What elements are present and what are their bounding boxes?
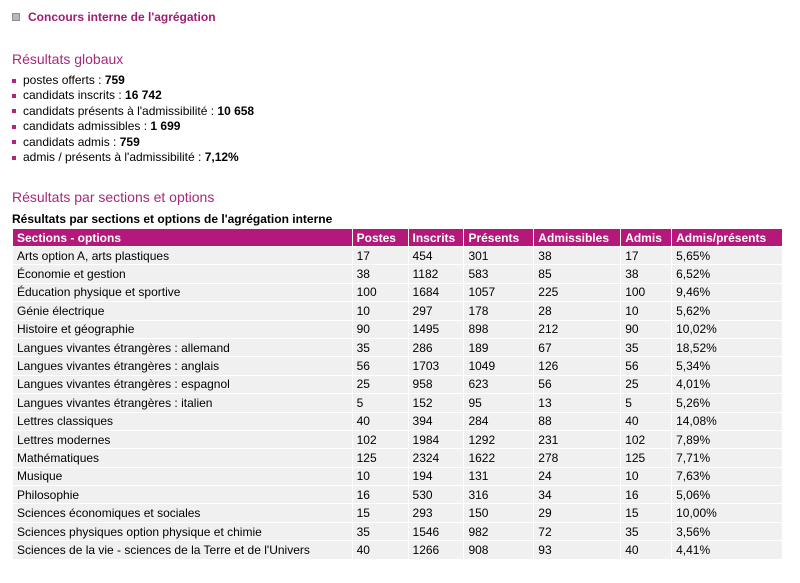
table-cell: 126 [534,357,621,375]
table-cell: 125 [352,449,408,467]
table-cell: 34 [534,486,621,504]
section-name-cell: Lettres classiques [13,412,353,430]
section-name-cell: Sciences économiques et sociales [13,504,353,522]
table-row [13,338,783,356]
global-stat-label: candidats admis : [23,134,120,149]
global-stat-value: 10 658 [217,103,255,118]
table-cell: 24 [534,467,621,485]
table-cell: 5 [621,394,672,412]
global-stat-value: 16 742 [125,88,162,103]
section-name-cell: Sciences de la vie - sciences de la Terre et de l'Univers [13,541,353,559]
table-cell: 15 [621,504,672,522]
page-heading [12,10,216,24]
table-cell: 5,06% [672,486,783,504]
table-cell: 1703 [408,357,464,375]
global-results-list [12,73,254,165]
table-cell: 623 [464,375,534,393]
table-row [13,265,783,283]
table-row [13,449,783,467]
table-cell: 10 [621,467,672,485]
table-cell: 5,62% [672,302,783,320]
table-cell: 25 [352,375,408,393]
table-cell: 1984 [408,430,464,448]
table-cell: 1266 [408,541,464,559]
table-cell: 16 [621,486,672,504]
table-cell: 293 [408,504,464,522]
table-cell: 297 [408,302,464,320]
table-cell: 102 [352,430,408,448]
square-bullet-icon [12,79,16,83]
table-cell: 17 [352,247,408,265]
section-name-cell: Économie et gestion [13,265,353,283]
table-cell: 16 [352,486,408,504]
table-cell: 5 [352,394,408,412]
page-title-link[interactable]: Concours interne de l'agrégation [28,10,216,24]
table-cell: 56 [352,357,408,375]
table-cell: 5,26% [672,394,783,412]
table-cell: 25 [621,375,672,393]
table-row [13,504,783,522]
column-header: Présents [464,229,534,247]
table-cell: 38 [621,265,672,283]
table-cell: 67 [534,338,621,356]
table-cell: 38 [352,265,408,283]
table-cell: 1182 [408,265,464,283]
table-cell: 15 [352,504,408,522]
table-row [13,486,783,504]
global-stat-label: candidats présents à l'admissibilité : [23,103,218,118]
table-cell: 194 [408,467,464,485]
table-cell: 100 [352,283,408,301]
table-row [13,375,783,393]
table-row [13,522,783,540]
table-cell: 150 [464,504,534,522]
table-cell: 178 [464,302,534,320]
global-stat-item [12,104,254,119]
table-cell: 1049 [464,357,534,375]
table-cell: 14,08% [672,412,783,430]
table-cell: 225 [534,283,621,301]
table-row [13,357,783,375]
table-cell: 17 [621,247,672,265]
table-cell: 29 [534,504,621,522]
table-cell: 35 [621,522,672,540]
section-results-title: Résultats par sections et options [12,189,215,205]
section-name-cell: Langues vivantes étrangères : espagnol [13,375,353,393]
section-name-cell: Éducation physique et sportive [13,283,353,301]
column-header: Admis [621,229,672,247]
table-cell: 100 [621,283,672,301]
table-cell: 28 [534,302,621,320]
table-cell: 10 [352,302,408,320]
table-row [13,302,783,320]
table-cell: 13 [534,394,621,412]
global-stat-label: admis / présents à l'admissibilité : [23,149,205,164]
table-row [13,320,783,338]
square-bullet-icon [12,125,16,129]
section-name-cell: Génie électrique [13,302,353,320]
table-cell: 3,56% [672,522,783,540]
table-cell: 72 [534,522,621,540]
table-row [13,541,783,559]
section-name-cell: Langues vivantes étrangères : allemand [13,338,353,356]
table-cell: 18,52% [672,338,783,356]
column-header: Postes [352,229,408,247]
table-cell: 131 [464,467,534,485]
table-cell: 316 [464,486,534,504]
global-results-title: Résultats globaux [12,51,124,67]
results-table [12,228,783,560]
section-name-cell: Musique [13,467,353,485]
table-cell: 88 [534,412,621,430]
table-cell: 212 [534,320,621,338]
table-cell: 90 [621,320,672,338]
section-name-cell: Langues vivantes étrangères : anglais [13,357,353,375]
table-cell: 90 [352,320,408,338]
table-cell: 301 [464,247,534,265]
table-cell: 35 [621,338,672,356]
table-caption: Résultats par sections et options de l'agrégation interne [12,212,333,226]
column-header: Admis/présents [672,229,783,247]
table-cell: 5,65% [672,247,783,265]
global-stat-item [12,73,254,88]
table-cell: 284 [464,412,534,430]
section-name-cell: Langues vivantes étrangères : italien [13,394,353,412]
table-body [13,247,783,560]
table-cell: 4,41% [672,541,783,559]
table-cell: 1622 [464,449,534,467]
table-cell: 125 [621,449,672,467]
table-cell: 40 [352,541,408,559]
table-header-row [13,229,783,247]
global-stat-label: candidats admissibles : [23,119,151,134]
section-name-cell: Arts option A, arts plastiques [13,247,353,265]
table-cell: 958 [408,375,464,393]
global-stat-value: 759 [104,73,125,87]
global-stat-label: postes offerts : [23,73,105,87]
table-row [13,412,783,430]
table-row [13,394,783,412]
table-cell: 286 [408,338,464,356]
table-cell: 1684 [408,283,464,301]
square-bullet-icon [12,109,16,113]
table-row [13,283,783,301]
table-cell: 38 [534,247,621,265]
table-row [13,467,783,485]
table-cell: 7,71% [672,449,783,467]
section-name-cell: Histoire et géographie [13,320,353,338]
global-stat-value: 1 699 [150,119,181,134]
table-row [13,247,783,265]
table-cell: 40 [352,412,408,430]
table-cell: 152 [408,394,464,412]
table-cell: 583 [464,265,534,283]
column-header: Admissibles [534,229,621,247]
table-cell: 35 [352,522,408,540]
global-stat-item [12,119,254,134]
global-stat-value: 7,12% [204,149,239,164]
table-cell: 530 [408,486,464,504]
table-cell: 35 [352,338,408,356]
table-cell: 982 [464,522,534,540]
square-bullet-icon [12,13,20,21]
table-cell: 908 [464,541,534,559]
table-cell: 2324 [408,449,464,467]
table-cell: 10 [352,467,408,485]
table-cell: 189 [464,338,534,356]
global-stat-value: 759 [119,134,140,149]
table-cell: 6,52% [672,265,783,283]
square-bullet-icon [12,156,16,160]
global-stat-label: candidats inscrits : [23,88,126,103]
table-cell: 4,01% [672,375,783,393]
table-cell: 9,46% [672,283,783,301]
square-bullet-icon [12,94,16,98]
table-cell: 278 [534,449,621,467]
column-header: Sections - options [13,229,353,247]
section-name-cell: Lettres modernes [13,430,353,448]
table-cell: 7,89% [672,430,783,448]
section-name-cell: Philosophie [13,486,353,504]
table-row [13,430,783,448]
global-stat-item [12,150,254,165]
table-cell: 1495 [408,320,464,338]
table-cell: 40 [621,412,672,430]
square-bullet-icon [12,140,16,144]
table-cell: 93 [534,541,621,559]
table-cell: 56 [621,357,672,375]
table-cell: 394 [408,412,464,430]
table-cell: 102 [621,430,672,448]
table-cell: 231 [534,430,621,448]
table-cell: 10,00% [672,504,783,522]
column-header: Inscrits [408,229,464,247]
table-cell: 85 [534,265,621,283]
table-cell: 7,63% [672,467,783,485]
table-cell: 1057 [464,283,534,301]
table-cell: 454 [408,247,464,265]
table-cell: 56 [534,375,621,393]
global-stat-item [12,88,254,103]
table-cell: 95 [464,394,534,412]
table-cell: 10,02% [672,320,783,338]
table-cell: 1546 [408,522,464,540]
table-cell: 10 [621,302,672,320]
table-cell: 898 [464,320,534,338]
table-cell: 5,34% [672,357,783,375]
section-name-cell: Mathématiques [13,449,353,467]
global-stat-item [12,135,254,150]
table-cell: 40 [621,541,672,559]
section-name-cell: Sciences physiques option physique et chimie [13,522,353,540]
table-cell: 1292 [464,430,534,448]
